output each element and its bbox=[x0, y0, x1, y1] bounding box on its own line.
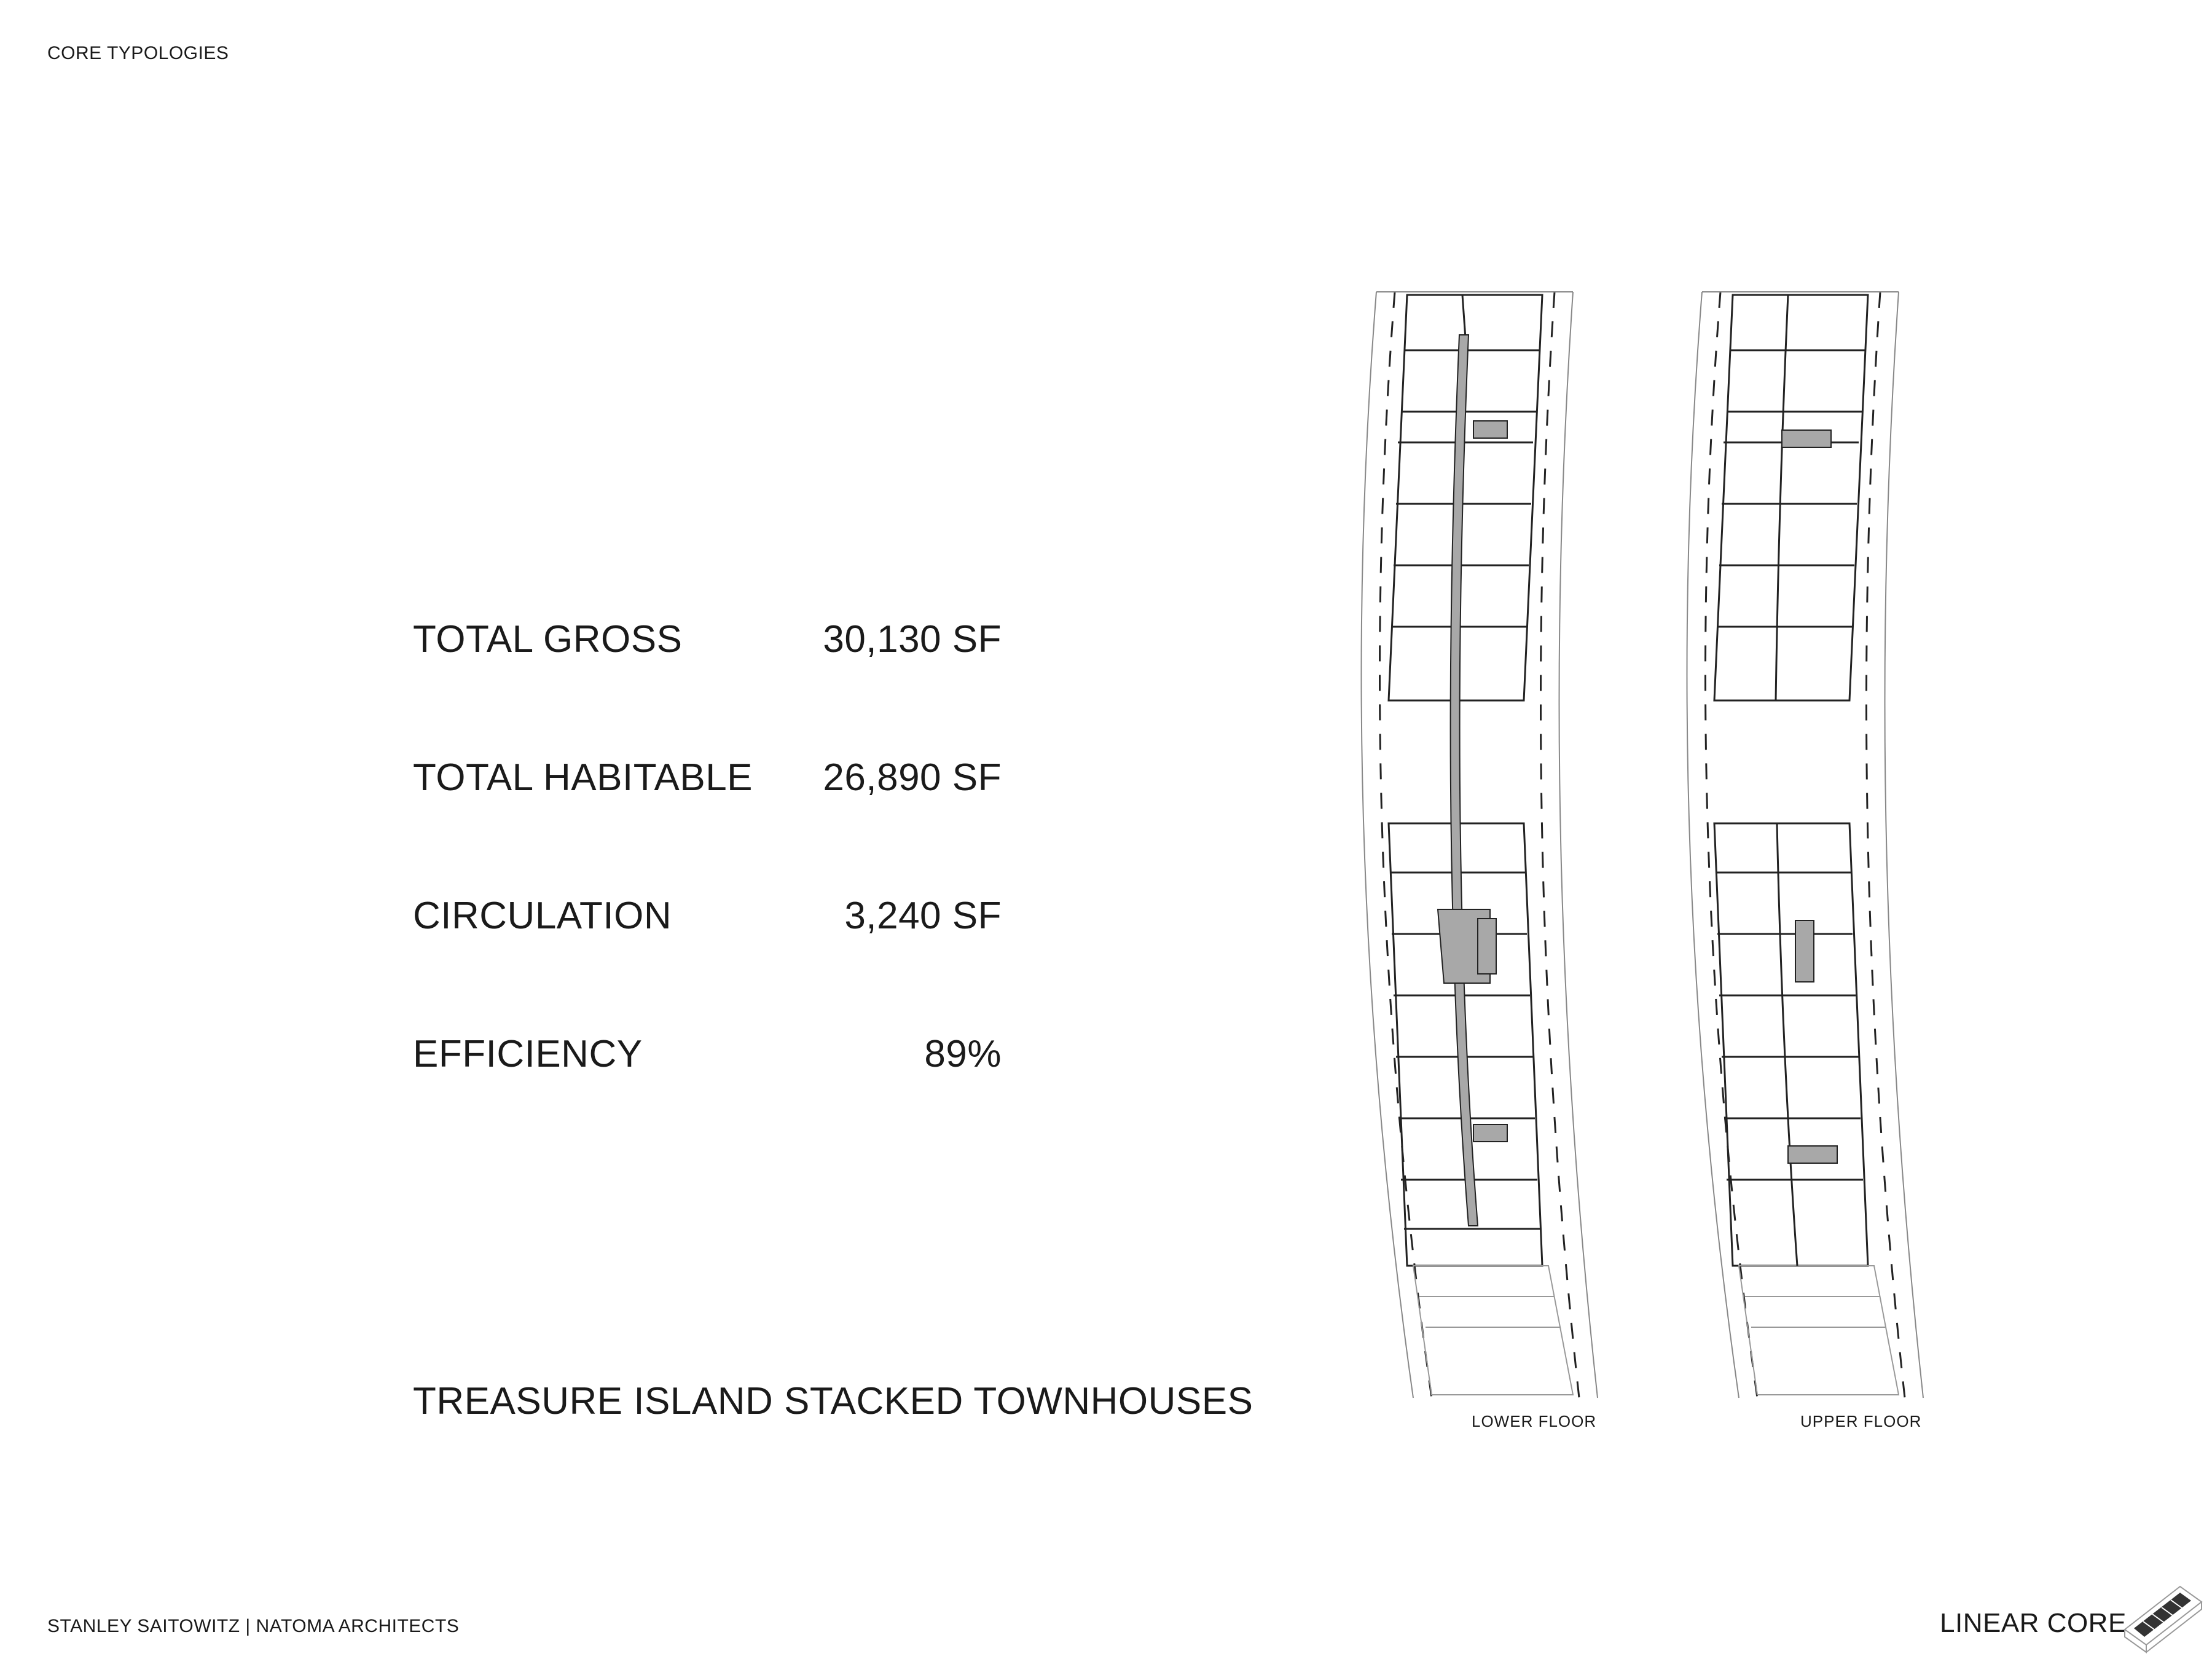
stat-total-habitable-value: 26,890 SF bbox=[823, 756, 1002, 799]
stat-circulation-value: 3,240 SF bbox=[844, 895, 1002, 937]
linear-core-axonometric-icon bbox=[2119, 1580, 2205, 1654]
credits: STANLEY SAITOWITZ | NATOMA ARCHITECTS bbox=[47, 1616, 460, 1636]
section-label: CORE TYPOLOGIES bbox=[47, 43, 229, 63]
stat-total-gross-label: TOTAL GROSS bbox=[413, 618, 683, 661]
upper-floor-caption: UPPER FLOOR bbox=[1800, 1412, 1922, 1430]
project-title: TREASURE ISLAND STACKED TOWNHOUSES bbox=[413, 1380, 1253, 1422]
lower-floor-plan bbox=[1339, 283, 1598, 1407]
stat-total-habitable-label: TOTAL HABITABLE bbox=[413, 756, 753, 799]
stat-total-gross-value: 30,130 SF bbox=[823, 618, 1002, 661]
stat-efficiency-label: EFFICIENCY bbox=[413, 1033, 643, 1075]
stat-efficiency-value: 89% bbox=[924, 1033, 1002, 1075]
upper-floor-plan bbox=[1665, 283, 1923, 1407]
core-type-label: LINEAR CORE bbox=[1940, 1608, 2127, 1638]
stat-circulation-label: CIRCULATION bbox=[413, 895, 672, 937]
lower-floor-caption: LOWER FLOOR bbox=[1472, 1412, 1597, 1430]
